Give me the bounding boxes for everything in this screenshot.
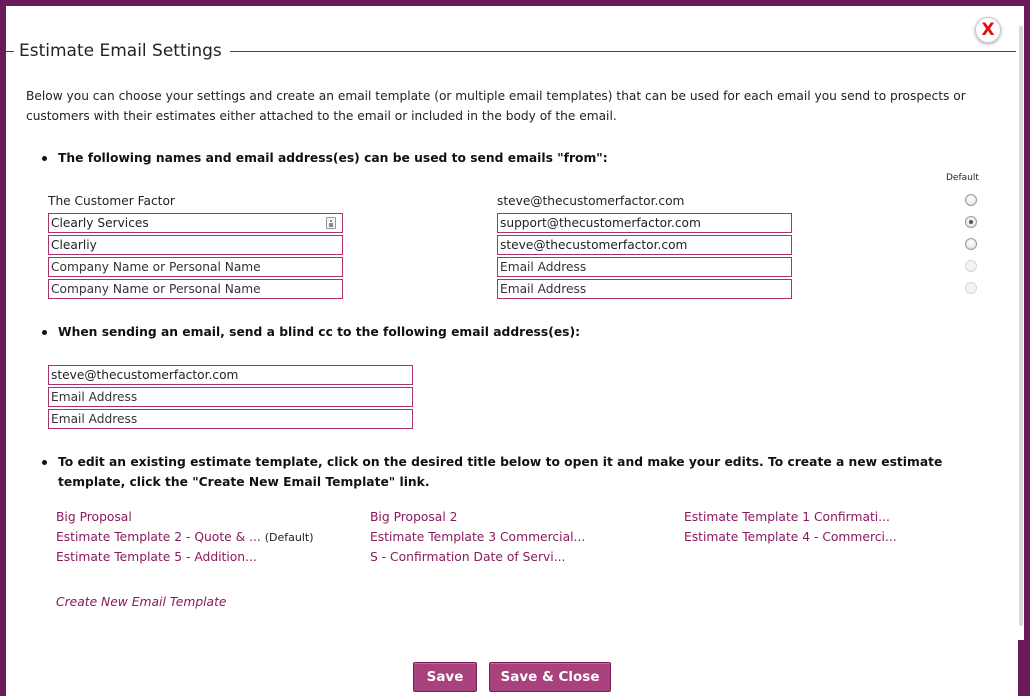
- scrollbar-thumb[interactable]: [1019, 26, 1023, 626]
- default-radio-4: [965, 282, 977, 294]
- from-name-value: Clearly Services: [51, 216, 149, 230]
- primary-from-email: steve@thecustomerfactor.com: [497, 194, 685, 208]
- default-marker: (Default): [264, 531, 314, 544]
- default-radio-primary[interactable]: [965, 194, 977, 206]
- bcc-email-field[interactable]: Email Address: [48, 387, 413, 407]
- from-email-field[interactable]: steve@thecustomerfactor.com: [497, 235, 792, 255]
- save-close-button[interactable]: Save & Close: [489, 662, 611, 692]
- default-radio-3: [965, 260, 977, 272]
- template-link[interactable]: Estimate Template 4 - Commerci...: [684, 530, 897, 544]
- template-link[interactable]: Estimate Template 1 Confirmati...: [684, 510, 890, 524]
- from-name-field[interactable]: Company Name or Personal Name: [48, 257, 343, 277]
- from-email-field[interactable]: Email Address: [497, 257, 792, 277]
- close-icon[interactable]: X: [975, 17, 1001, 43]
- templates-heading: To edit an existing estimate template, click on the desired title below to open it and make your edits. To create a new estimate template, click the "Create New Email Template" link.: [58, 452, 988, 492]
- bcc-heading: When sending an email, send a blind cc to the following email address(es):: [58, 322, 580, 342]
- template-link[interactable]: S - Confirmation Date of Servi...: [370, 550, 566, 564]
- intro-text: Below you can choose your settings and create an email template (or multiple email templates) that can be used for each email you send to prospects or customers with their estimates either attached to the email or included in the body of the email.: [26, 89, 966, 123]
- create-new-template-link[interactable]: Create New Email Template: [56, 595, 227, 609]
- from-name-field[interactable]: Company Name or Personal Name: [48, 279, 343, 299]
- bcc-email-field[interactable]: steve@thecustomerfactor.com: [48, 365, 413, 385]
- from-name-field[interactable]: Clearliy: [48, 235, 343, 255]
- from-name-field[interactable]: [48, 213, 343, 233]
- template-link[interactable]: Big Proposal 2: [370, 510, 458, 524]
- from-email-field[interactable]: support@thecustomerfactor.com: [497, 213, 792, 233]
- bcc-email-field[interactable]: Email Address: [48, 409, 413, 429]
- template-link[interactable]: Big Proposal: [56, 510, 132, 524]
- scrollbar[interactable]: [1018, 6, 1024, 640]
- default-column-label: Default: [946, 173, 979, 183]
- legend-line-right: [230, 51, 1016, 52]
- from-heading: The following names and email address(es) can be used to send emails "from":: [58, 148, 608, 168]
- from-email-field[interactable]: Email Address: [497, 279, 792, 299]
- template-title[interactable]: Estimate Template 2 - Quote & ...: [56, 530, 261, 544]
- save-button[interactable]: Save: [413, 662, 477, 692]
- primary-from-name: The Customer Factor: [48, 194, 175, 208]
- template-link[interactable]: Estimate Template 3 Commercial...: [370, 530, 586, 544]
- contact-card-icon[interactable]: [326, 217, 336, 229]
- estimate-email-settings-dialog: [6, 6, 1018, 696]
- legend-line-left: [6, 51, 14, 52]
- dialog-title: Estimate Email Settings: [19, 41, 222, 61]
- template-link-default[interactable]: [56, 530, 314, 544]
- template-link[interactable]: Estimate Template 5 - Addition...: [56, 550, 257, 564]
- default-radio-1[interactable]: [965, 216, 977, 228]
- default-radio-2[interactable]: [965, 238, 977, 250]
